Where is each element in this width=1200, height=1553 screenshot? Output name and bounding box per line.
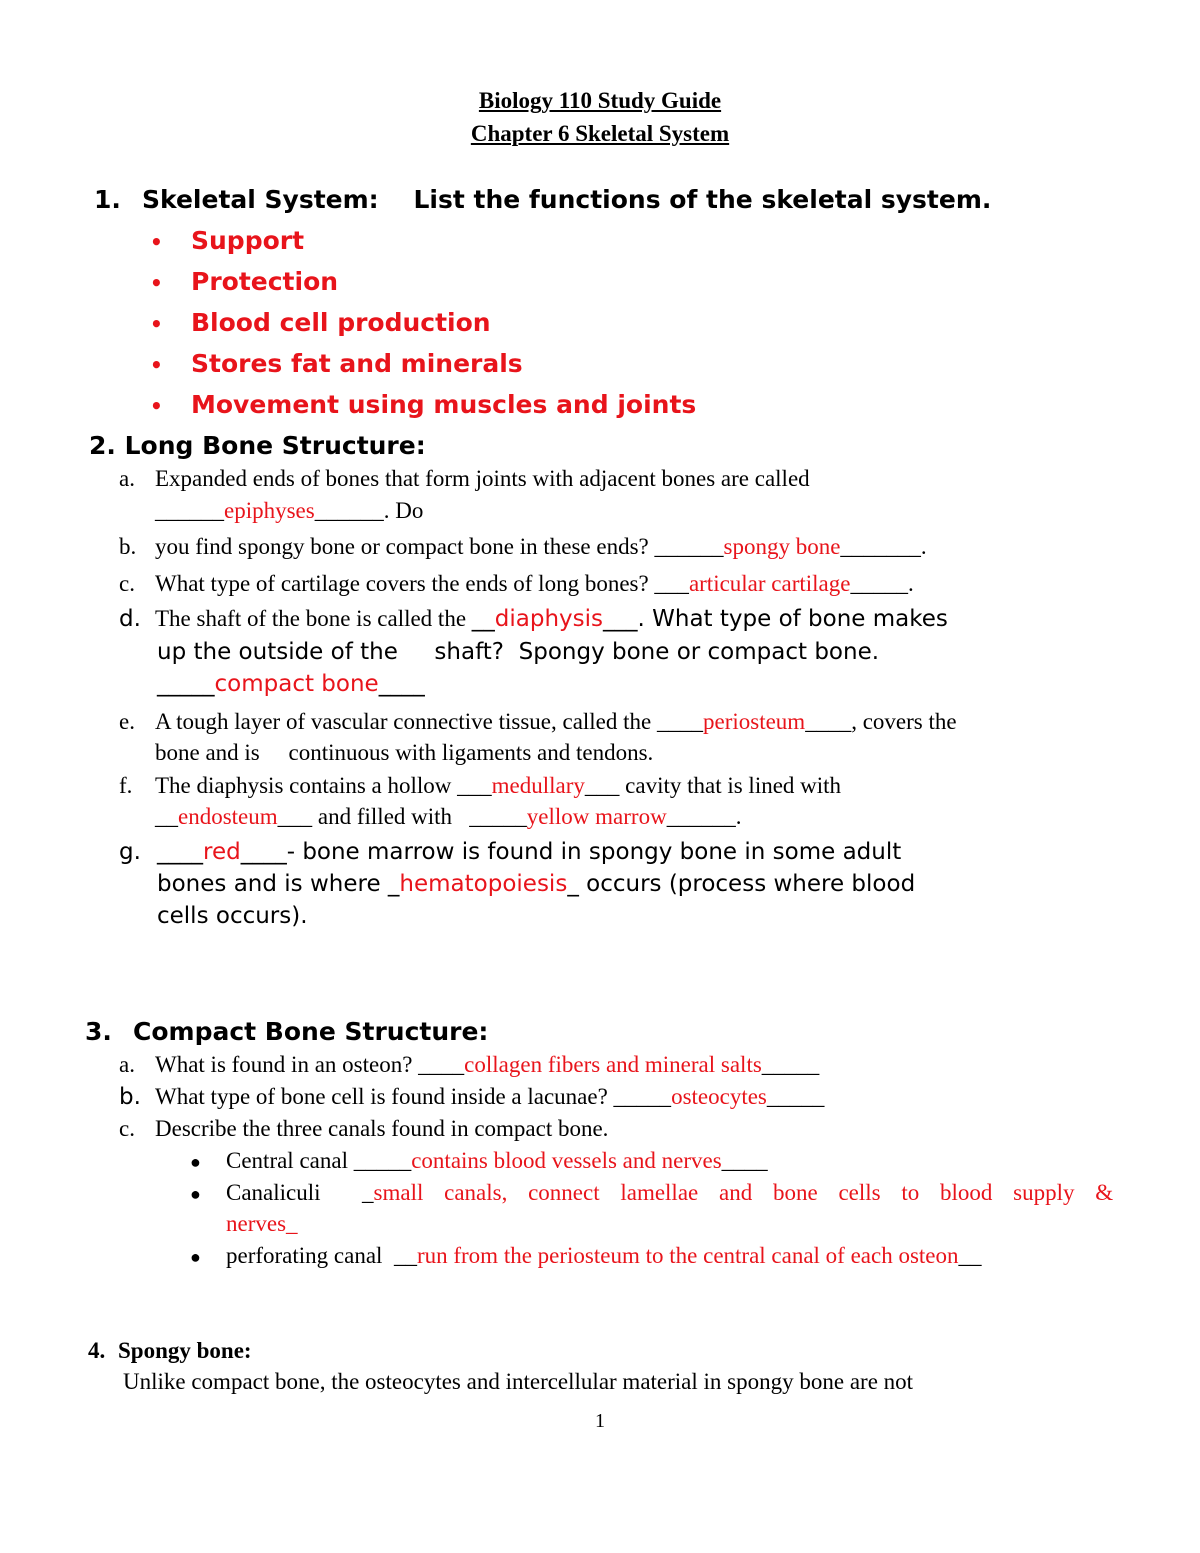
answer-osteocytes: osteocytes	[671, 1084, 767, 1109]
question-2c: What type of cartilage covers the ends of long bones? ___articular cartilage_____.	[155, 571, 914, 596]
question-2d-line2: up the outside of the shaft? Spongy bone or compact bone.	[157, 639, 880, 665]
item-label: a.	[119, 466, 135, 491]
section-3-title: Compact Bone Structure:	[133, 1017, 489, 1046]
function-item	[150, 390, 696, 419]
question-2f-line1: The diaphysis contains a hollow ___medullary___ cavity that is lined with	[155, 773, 842, 798]
answer-diaphysis: diaphysis	[494, 606, 604, 632]
question-3a: What is found in an osteon? ____collagen fibers and mineral salts_____	[155, 1052, 820, 1077]
document-title: Biology 110 Study Guide	[478, 88, 722, 113]
answer-blood-cell-production: Blood cell production	[191, 308, 491, 337]
item-label: a.	[119, 1052, 135, 1077]
question-2a-line1: Expanded ends of bones that form joints with adjacent bones are called	[155, 466, 810, 491]
question-2d-line3: _____compact bone____	[157, 671, 425, 697]
bullet-icon: •	[150, 312, 163, 336]
answer-hematopoiesis: hematopoiesis	[399, 871, 568, 897]
bullet-icon: •	[150, 271, 163, 295]
question-2g-line1: ____red____- bone marrow is found in spongy bone in some adult	[157, 839, 902, 865]
question-2f-line2: __endosteum___ and filled with _____yellow marrow______.	[155, 804, 742, 829]
function-item	[150, 308, 491, 337]
page-number: 1	[595, 1410, 605, 1432]
item-label: e.	[119, 709, 135, 734]
answer-articular-cartilage: articular cartilage	[688, 571, 851, 596]
item-label: g.	[119, 839, 141, 865]
item-label: b.	[119, 1084, 141, 1110]
answer-canaliculi: small canals, connect lamellae and bone cells to blood supply &	[373, 1180, 1114, 1205]
answer-collagen: collagen fibers and mineral salts	[464, 1052, 762, 1077]
function-item	[150, 267, 338, 296]
answer-perforating-canal: run from the periosteum to the central canal of each osteon	[416, 1243, 959, 1268]
canal-item-canaliculi-bullet	[190, 1180, 226, 1206]
bullet-icon: ●	[190, 1184, 201, 1204]
bullet-icon: •	[150, 230, 163, 254]
bullet-icon: •	[150, 353, 163, 377]
answer-epiphyses: epiphyses	[224, 498, 315, 523]
document-subtitle: Chapter 6 Skeletal System	[470, 121, 730, 146]
answer-spongy-bone: spongy bone	[723, 534, 841, 559]
item-label: d.	[119, 606, 141, 632]
function-item	[150, 349, 523, 378]
section-3-number: 3.	[85, 1017, 112, 1046]
section-2-heading: 2. Long Bone Structure:	[89, 431, 426, 460]
answer-medullary: medullary	[491, 773, 585, 798]
bullet-icon: ●	[190, 1247, 201, 1267]
question-2b: you find spongy bone or compact bone in these ends? ______spongy bone_______.	[155, 534, 927, 559]
canal-item-perforating: ● perforating canal __run from the periosteum to the central canal of each osteon__	[190, 1243, 982, 1268]
section-1-heading	[94, 185, 991, 214]
answer-central-canal: contains blood vessels and nerves	[411, 1148, 722, 1173]
answer-periosteum: periosteum	[703, 709, 806, 734]
answer-yellow-marrow: yellow marrow	[526, 804, 667, 829]
answer-support: Support	[191, 226, 305, 255]
section-1-title: Skeletal System: List the functions of the skeletal system.	[142, 185, 992, 214]
item-label: b.	[119, 534, 137, 559]
question-3b: What type of bone cell is found inside a lacunae? _____osteocytes_____	[155, 1084, 825, 1109]
canal-item-canaliculi: Canaliculi _small canals, connect lamellae and bone cells to blood supply &	[226, 1180, 1114, 1205]
question-2a-line2: ______epiphyses______. Do	[155, 498, 424, 523]
bullet-icon: ●	[190, 1152, 201, 1172]
item-label: c.	[119, 571, 135, 596]
question-3c: Describe the three canals found in compact bone.	[155, 1116, 609, 1141]
question-2e-line2: bone and is continuous with ligaments and tendons.	[155, 740, 654, 765]
question-2g-line3: cells occurs).	[157, 903, 308, 929]
answer-protection: Protection	[191, 267, 339, 296]
answer-stores-fat: Stores fat and minerals	[191, 349, 523, 378]
answer-compact-bone: compact bone	[214, 671, 379, 697]
answer-red: red	[203, 839, 241, 865]
section-4-heading: 4. Spongy bone:	[88, 1338, 252, 1363]
question-2d-line1: The shaft of the bone is called the __diaphysis___. What type of bone makes	[155, 606, 948, 632]
answer-endosteum: endosteum	[178, 804, 278, 829]
question-2g-line2: bones and is where _hematopoiesis_ occurs (process where blood	[157, 871, 916, 897]
function-item	[150, 226, 304, 255]
section-4-text: Unlike compact bone, the osteocytes and intercellular material in spongy bone are not	[123, 1369, 914, 1394]
item-label: f.	[119, 773, 133, 798]
question-2e-line1: A tough layer of vascular connective tissue, called the ____periosteum____, covers the	[155, 709, 957, 734]
canal-item-central: ● Central canal _____contains blood vessels and nerves____	[190, 1148, 768, 1173]
section-3-heading	[85, 1017, 488, 1046]
answer-canaliculi-line2: nerves_	[226, 1211, 298, 1236]
item-label: c.	[119, 1116, 135, 1141]
section-1-number: 1.	[94, 185, 121, 214]
bullet-icon: •	[150, 394, 163, 418]
answer-movement: Movement using muscles and joints	[191, 390, 697, 419]
